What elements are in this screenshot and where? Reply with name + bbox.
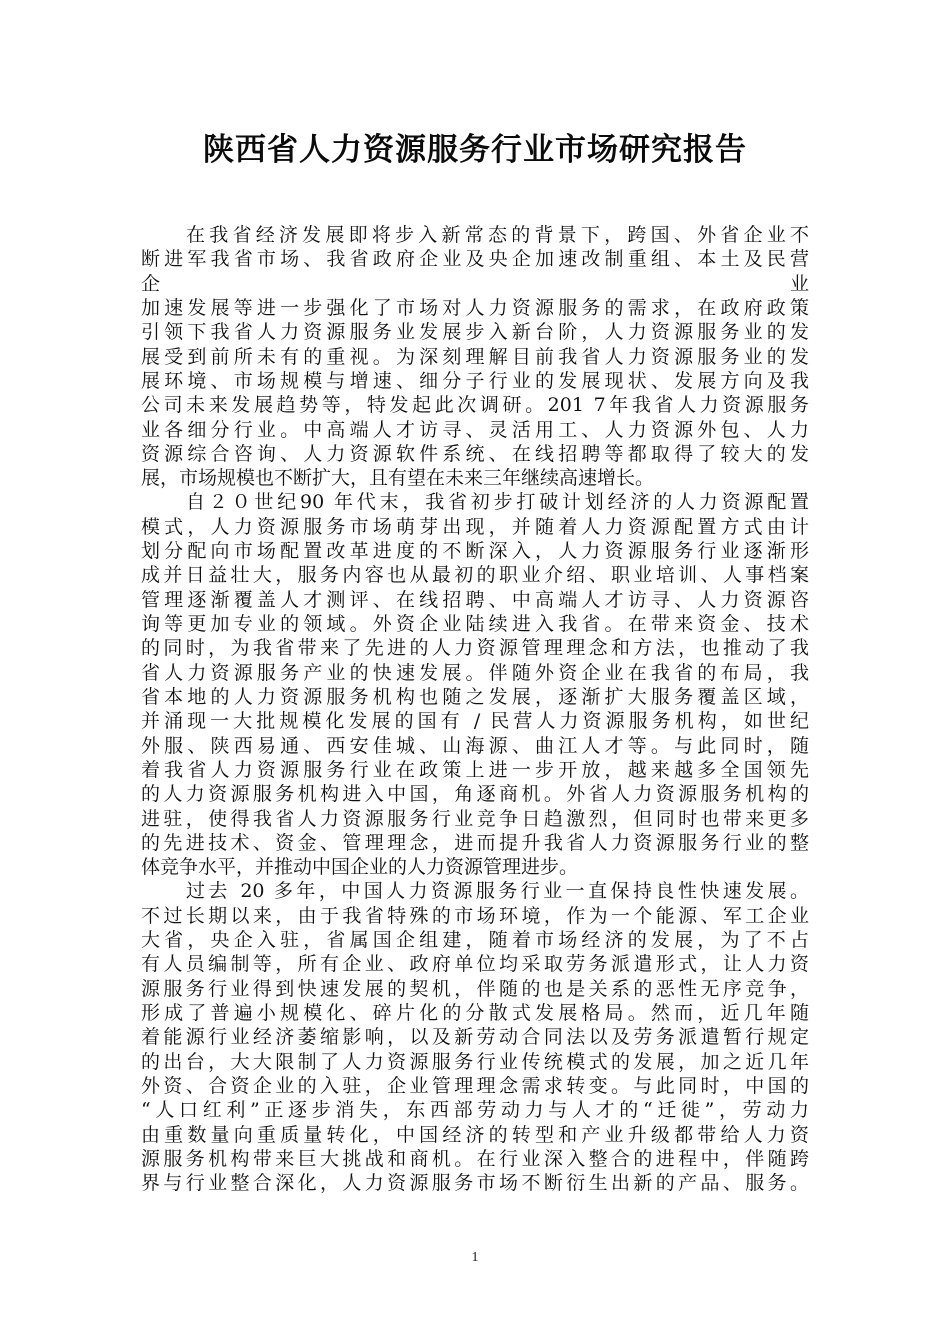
text-line: 形成了普遍小规模化、碎片化的分散式发展格局。然而，近几年随 [141, 1002, 809, 1024]
text-line: 业各细分行业。中高端人才访寻、灵活用工、人力资源外包、人力 [141, 418, 809, 441]
text-line: 询等更加专业的领域。外资企业陆续进入我省。在带来资金、技术 [141, 613, 809, 635]
text-line: 着能源行业经济萎缩影响，以及新劳动合同法以及劳务派遣暂行规定 [141, 1026, 809, 1049]
paragraph-3 [141, 879, 809, 1195]
text-fragment: 企 [141, 272, 161, 295]
text-line: 界与行业整合深化，人力资源服务市场不断衍生出新的产品、服务。 [141, 1172, 809, 1195]
page-number: 1 [471, 1250, 479, 1265]
text-line: 大省，央企入驻，省属国企组建，随着市场经济的发展，为了不占 [141, 929, 809, 952]
page-title: 陕西省人力资源服务行业市场研究报告 [203, 132, 747, 168]
text-line: 断进军我省市场、我省政府企业及央企加速改制重组、本土及民营 [141, 248, 809, 271]
text-line: 外服、陕西易通、西安佳城、山海源、曲江人才等。与此同时，随 [141, 734, 809, 757]
text-line: 加速发展等进一步强化了市场对人力资源服务的需求，在政府政策 [141, 296, 809, 319]
text-line: 展受到前所未有的重视。为深刻理解目前我省人力资源服务业的发 [141, 345, 809, 368]
text-line: 公司未来发展趋势等，特发起此次调研。201 7年我省人力资源服务 [141, 394, 809, 417]
text-line: 模式，人力资源服务市场萌芽出现，并随着人力资源配置方式由计 [141, 515, 809, 538]
text-line: 过去 20 多年，中国人力资源服务行业一直保持良性快速发展。 [186, 880, 809, 903]
text-line: 并涌现一大批规模化发展的国有 / 民营人力资源服务机构，如世纪 [141, 710, 809, 733]
text-line: 省人力资源服务产业的快速发展。伴随外资企业在我省的布局，我 [141, 661, 809, 684]
text-line: 展环境、市场规模与增速、细分子行业的发展现状、发展方向及我 [141, 369, 809, 392]
text-line: 省本地的人力资源服务机构也随之发展，逐渐扩大服务覆盖区域， [141, 685, 809, 708]
text-line: 自２０世纪90 年代末，我省初步打破计划经济的人力资源配置 [186, 491, 809, 514]
text-line: 划分配向市场配置改革进度的不断深入，人力资源服务行业逐渐形 [141, 540, 809, 563]
text-line: 体竞争水平，并推动中国企业的人力资源管理进步。 [141, 856, 579, 879]
text-line: 的同时，为我省带来了先进的人力资源管理理念和方法，也推动了我 [141, 637, 809, 660]
text-line: 着我省人力资源服务行业在政策上进一步开放，越来越多全国领先 [141, 758, 809, 781]
text-line: 源服务行业得到快速发展的契机，伴随的也是关系的恶性无序竞争， [141, 977, 809, 1000]
text-line: “人口红利”正逐步消失，东西部劳动力与人才的“迁徙”，劳动力 [141, 1099, 809, 1122]
text-line: 成并日益壮大，服务内容也从最初的职业介绍、职业培训、人事档案 [141, 564, 809, 587]
text-line: 源服务机构带来巨大挑战和商机。在行业深入整合的进程中，伴随跨 [141, 1147, 809, 1170]
text-line: 有人员编制等，所有企业、政府单位均采取劳务派遣形式，让人力资 [141, 953, 809, 976]
text-line [141, 272, 809, 296]
text-line: 的出台，大大限制了人力资源服务行业传统模式的发展，加之近几年 [141, 1050, 809, 1073]
text-line: 在我省经济发展即将步入新常态的背景下，跨国、外省企业不 [186, 224, 809, 246]
report-body [141, 223, 809, 1196]
text-line: 不过长期以来，由于我省特殊的市场环境，作为一个能源、军工企业 [141, 904, 809, 927]
text-line: 管理逐渐覆盖人才测评、在线招聘、中高端人才访寻、人力资源咨 [141, 588, 809, 611]
text-line: 外资、合资企业的入驻，企业管理理念需求转变。与此同时，中国的 [141, 1074, 809, 1097]
text-line: 进驻，使得我省人力资源服务行业竞争日趋激烈，但同时也带来更多 [141, 807, 809, 830]
paragraph-2 [141, 490, 809, 879]
text-line: 的人力资源服务机构进入中国，角逐商机。外省人力资源服务机构的 [141, 783, 809, 806]
paragraph-1 [141, 223, 809, 490]
text-fragment: 业 [789, 272, 809, 295]
text-line: 资源综合咨询、人力资源软件系统、在线招聘等都取得了较大的发 [141, 442, 809, 465]
text-line: 由重数量向重质量转化，中国经济的转型和产业升级都带给人力资 [141, 1123, 809, 1146]
text-line: 的先进技术、资金、管理理念，进而提升我省人力资源服务行业的整 [141, 831, 809, 854]
text-line: 引领下我省人力资源服务业发展步入新台阶，人力资源服务业的发 [141, 321, 809, 344]
text-line: 展，市场规模也不断扩大，且有望在未来三年继续高速增长。 [141, 467, 655, 490]
